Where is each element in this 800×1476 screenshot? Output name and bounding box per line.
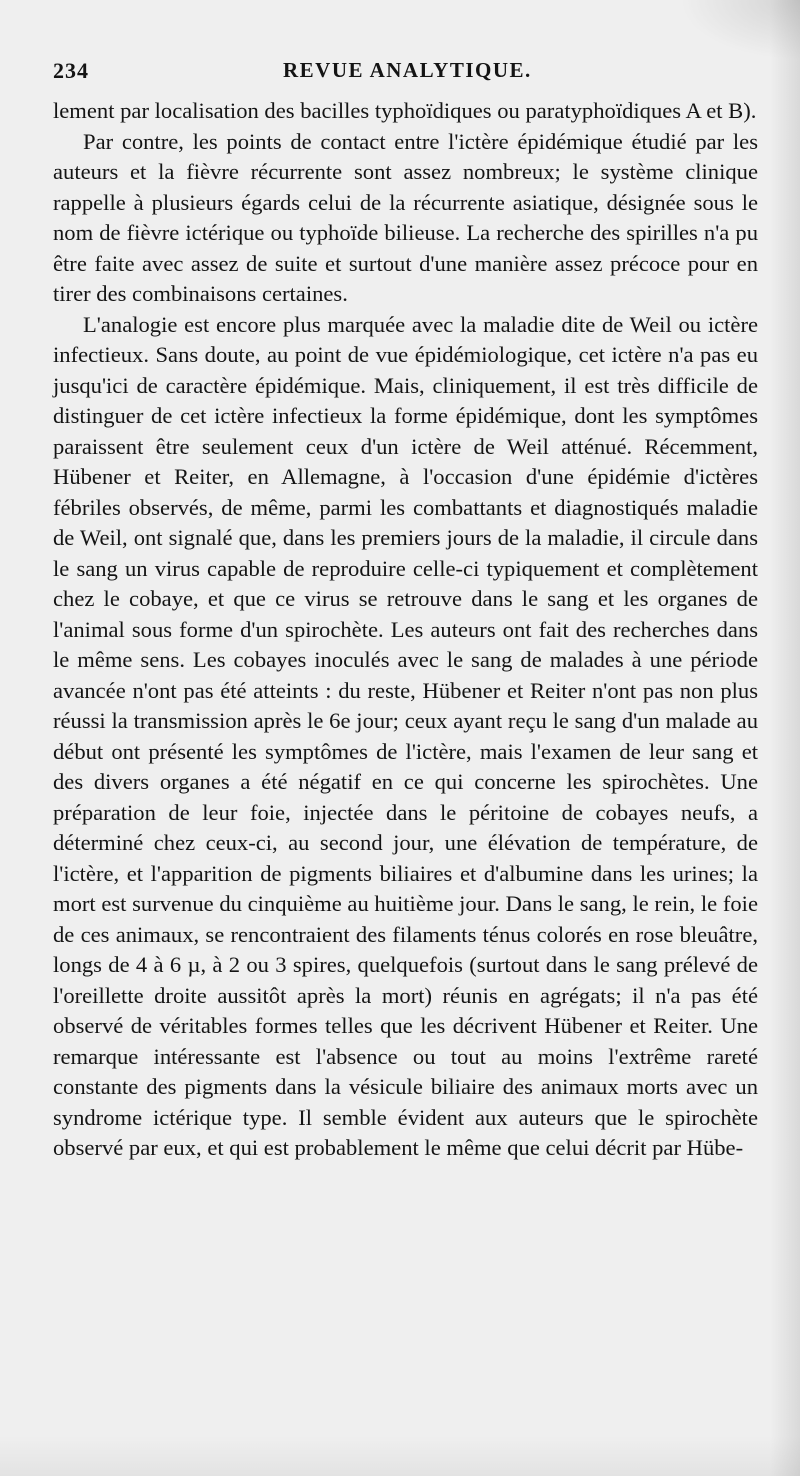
running-head bbox=[53, 58, 758, 88]
body-text bbox=[53, 96, 758, 1164]
paragraph-continuation: lement par localisation des bacilles typhoïdiques ou paratyphoïdiques A et B). bbox=[53, 98, 757, 123]
scan-shadow-bottom bbox=[0, 1436, 800, 1476]
running-title: REVUE ANALYTIQUE. bbox=[283, 58, 532, 82]
scan-shadow-edge bbox=[770, 0, 800, 1476]
page-number: 234 bbox=[53, 58, 89, 83]
paragraph-recurrente: Par contre, les points de contact entre l'ictère épidémique étudié par les auteurs et la fièvre récurrente sont assez nombreux; le système clinique rappelle à plusieurs égards celui de la récurrente asiatique, désignée sous le nom de fièvre ictérique ou typhoïde bilieuse. La recherche des spirilles n'a pu être faite avec assez de suite et surtout d'une manière assez précoce pour en tirer des combinaisons certaines. bbox=[53, 128, 758, 306]
paragraph-weil: L'analogie est encore plus marquée avec la maladie dite de Weil ou ictère infectieux. Sans doute, au point de vue épidémiologique, cet ictère n'a pas eu jusqu'ici de caractère épidémique. Mais, cliniquement, il est très difficile de distinguer de cet ictère infectieux la forme épidémique, dont les symptômes paraissent être seulement ceux d'un ictère de Weil atténué. Récemment, Hübener et Reiter, en Allemagne, à l'occasion d'une épidémie d'ictères fébriles observés, de même, parmi les combattants et diagnostiqués maladie de Weil, ont signalé que, dans les premiers jours de la maladie, il circule dans le sang un virus capable de reproduire celle-ci typiquement et complètement chez le cobaye, et que ce virus se retrouve dans le sang et les organes de l'animal sous forme d'un spirochète. Les auteurs ont fait des recherches dans le même sens. Les cobayes inoculés avec le sang de malades à une période avancée n'ont pas été atteints : du reste, Hübener et Reiter n'ont pas non plus réussi la transmission après le 6e jour; ceux ayant reçu le sang d'un malade au début ont présenté les symptômes de l'ictère, mais l'examen de leur sang et des divers organes a été négatif en ce qui concerne les spirochètes. Une préparation de leur foie, injectée dans le péritoine de cobayes neufs, a déterminé chez ceux-ci, au second jour, une élévation de température, de l'ictère, et l'apparition de pigments biliaires et d'albumine dans les urines; la mort est survenue du cinquième au huitième jour. Dans le sang, le rein, le foie de ces animaux, se rencontraient des filaments ténus colorés en rose bleuâtre, longs de 4 à 6 µ, à 2 ou 3 spires, quelquefois (surtout dans le sang prélevé de l'oreillette droite aussitôt après la mort) réunis en agrégats; il n'a pas été observé de véritables formes telles que les décrivent Hübener et Reiter. Une remarque intéressante est l'absence ou tout au moins l'extrême rareté constante des pigments dans la vésicule biliaire des animaux morts avec un syndrome ictérique type. Il semble évident aux auteurs que le spirochète observé par eux, et qui est probablement le même que celui décrit par Hübe- bbox=[53, 311, 758, 1160]
